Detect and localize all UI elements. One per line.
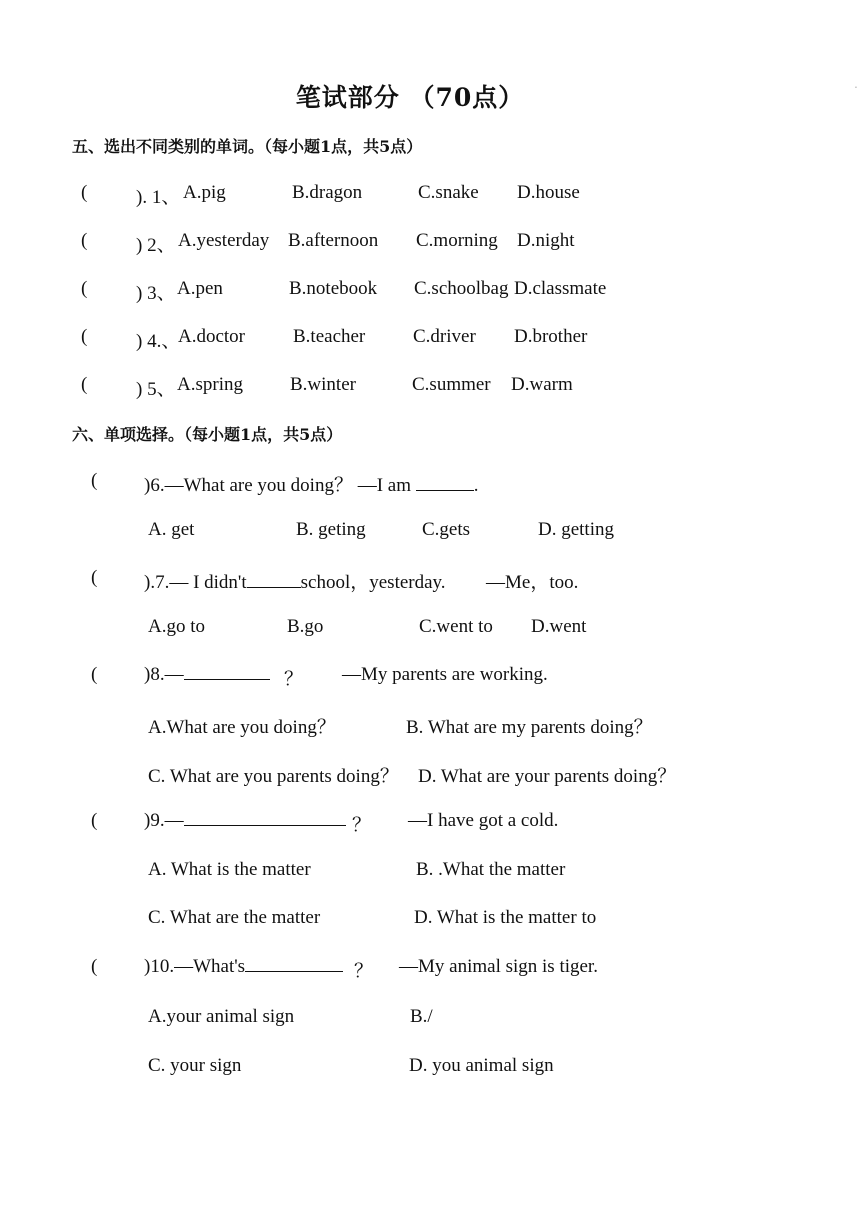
question-number: ) 4.、 bbox=[136, 331, 181, 352]
question-number: ). 1、 bbox=[136, 187, 181, 208]
option-b: B. What are my parents doing？ bbox=[406, 717, 653, 738]
option-d: D. What is the matter to bbox=[414, 907, 597, 928]
answer-paren: ( bbox=[91, 956, 98, 977]
answer-paren: ( bbox=[81, 326, 88, 347]
option-b: B.dragon bbox=[292, 182, 363, 203]
stem-suffix: . bbox=[473, 475, 479, 496]
question-number: ) 5、 bbox=[136, 379, 176, 400]
option-d: D. you animal sign bbox=[409, 1055, 554, 1076]
answer-paren: ( bbox=[81, 182, 88, 203]
option-c: C.snake bbox=[418, 182, 479, 203]
option-c: C.went to bbox=[419, 616, 493, 637]
question-stem bbox=[144, 810, 346, 832]
option-b: B.afternoon bbox=[288, 230, 379, 251]
option-c: C.morning bbox=[416, 230, 498, 251]
stem-text: )10.—What's bbox=[144, 956, 246, 977]
question-stem bbox=[144, 956, 343, 978]
answer-paren: ( bbox=[91, 567, 98, 588]
question-number: ) 3、 bbox=[136, 283, 176, 304]
option-a: A.doctor bbox=[178, 326, 246, 347]
option-a: A.pen bbox=[177, 278, 223, 299]
option-d: D. getting bbox=[538, 519, 614, 540]
option-c: C.driver bbox=[413, 326, 476, 347]
option-a: A.your animal sign bbox=[148, 1006, 295, 1027]
answer-paren: ( bbox=[81, 230, 88, 251]
option-b: B.teacher bbox=[293, 326, 366, 347]
question-stem bbox=[144, 567, 446, 594]
option-a: A. What is the matter bbox=[148, 859, 311, 880]
answer-paren: ( bbox=[91, 664, 98, 685]
option-d: D.night bbox=[517, 230, 575, 251]
reply-text: —I have got a cold. bbox=[408, 810, 559, 831]
option-a: A.spring bbox=[177, 374, 243, 395]
option-a: A.pig bbox=[183, 182, 226, 203]
option-c: C.summer bbox=[412, 374, 491, 395]
option-c: C. What are you parents doing？ bbox=[148, 766, 399, 787]
section5-heading: 五、选出不同类别的单词。（每小题1点，共5点） bbox=[72, 137, 423, 156]
stem-text: )8.— bbox=[144, 664, 184, 685]
option-c: C.gets bbox=[422, 519, 471, 540]
option-a: A.go to bbox=[148, 616, 205, 637]
stem-text: ).7.— I didn't bbox=[144, 572, 247, 593]
answer-blank[interactable] bbox=[247, 573, 301, 588]
question-stem bbox=[144, 470, 478, 497]
answer-blank[interactable] bbox=[416, 476, 474, 491]
option-d: D.house bbox=[517, 182, 580, 203]
stem-text: )6.—What are you doing？ —I am bbox=[144, 475, 411, 496]
reply-text: —My animal sign is tiger. bbox=[399, 956, 598, 977]
answer-blank[interactable] bbox=[184, 665, 270, 680]
answer-paren: ( bbox=[91, 470, 98, 491]
question-stem bbox=[144, 664, 270, 686]
option-c: C. your sign bbox=[148, 1055, 242, 1076]
option-d: D.brother bbox=[514, 326, 588, 347]
answer-blank[interactable] bbox=[184, 811, 346, 826]
option-b: B./ bbox=[410, 1006, 433, 1027]
option-d: D. What are your parents doing？ bbox=[418, 766, 677, 787]
option-a: A. get bbox=[148, 519, 195, 540]
page-title: 笔试部分 （70点） bbox=[295, 83, 525, 112]
option-d: D.warm bbox=[511, 374, 573, 395]
option-b: B. geting bbox=[296, 519, 366, 540]
question-mark: ？ bbox=[352, 815, 372, 836]
question-number: ) 2、 bbox=[136, 235, 176, 256]
option-b: B. .What the matter bbox=[416, 859, 566, 880]
stem-text: )9.— bbox=[144, 810, 184, 831]
question-mark: ？ bbox=[284, 669, 304, 690]
answer-paren: ( bbox=[81, 278, 88, 299]
option-c: C. What are the matter bbox=[148, 907, 321, 928]
stem-suffix: school，yesterday. bbox=[300, 572, 446, 593]
answer-paren: ( bbox=[81, 374, 88, 395]
option-c: C.schoolbag bbox=[414, 278, 509, 299]
question-mark: ？ bbox=[354, 961, 374, 982]
answer-blank[interactable] bbox=[245, 957, 343, 972]
option-b: B.go bbox=[287, 616, 324, 637]
answer-paren: ( bbox=[91, 810, 98, 831]
reply-text: —My parents are working. bbox=[342, 664, 548, 685]
section6-heading: 六、单项选择。（每小题1点，共5点） bbox=[72, 425, 343, 444]
option-b: B.winter bbox=[290, 374, 356, 395]
option-d: D.classmate bbox=[514, 278, 607, 299]
option-d: D.went bbox=[531, 616, 587, 637]
option-a: A.yesterday bbox=[178, 230, 270, 251]
reply-text: —Me，too. bbox=[486, 572, 579, 593]
option-a: A.What are you doing？ bbox=[148, 717, 336, 738]
option-b: B.notebook bbox=[289, 278, 378, 299]
